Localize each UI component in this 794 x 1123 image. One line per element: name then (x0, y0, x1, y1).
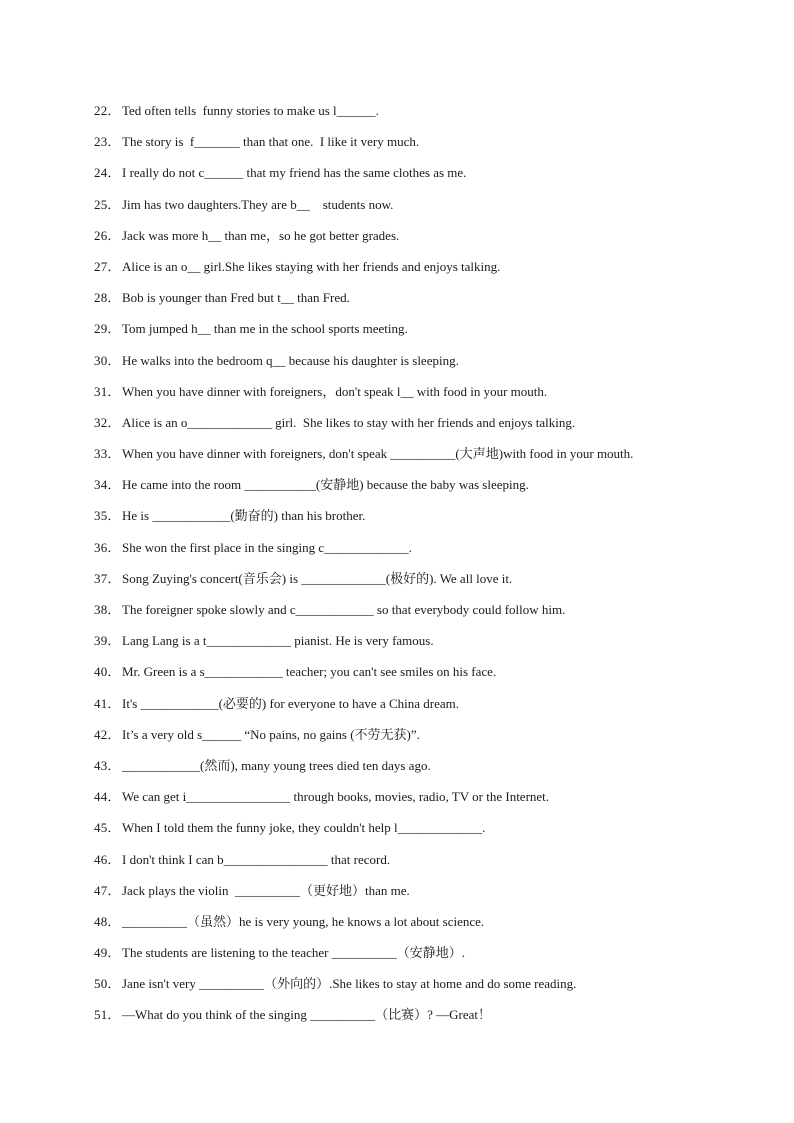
question-text: The story is f_______ than that one. I like it very much. (122, 134, 420, 150)
question-text: When you have dinner with foreigners，don't speak l__ with food in your mouth. (122, 383, 548, 399)
question-item (94, 444, 754, 475)
question-number: 38． (94, 602, 121, 617)
question-number: 42． (94, 726, 121, 742)
question-number: 39． (94, 633, 121, 649)
question-number: 46． (94, 851, 121, 867)
question-item (94, 319, 754, 350)
question-number: 40． (94, 664, 121, 680)
question-item (94, 413, 754, 444)
question-text: Alice is an o__ girl.She likes staying with her friends and enjoys talking. (122, 258, 501, 274)
question-item (94, 943, 754, 974)
question-item (94, 195, 754, 226)
question-item (94, 506, 754, 537)
question-item (94, 850, 754, 881)
question-item (94, 1005, 754, 1036)
question-item (94, 787, 754, 818)
question-number: 37． (94, 570, 121, 586)
question-number: 47． (94, 882, 121, 898)
question-text: Bob is younger than Fred but t__ than Fred. (122, 290, 350, 306)
question-item (94, 818, 754, 849)
question-number: 26． (94, 227, 121, 243)
question-text: Song Zuying's concert(音乐会) is _____________(极好的). We all love it. (122, 570, 513, 586)
question-number: 44． (94, 789, 121, 805)
question-text: We can get i________________ through books, movies, radio, TV or the Internet. (122, 789, 550, 805)
question-number: 27． (94, 258, 121, 274)
question-item (94, 257, 754, 288)
question-item (94, 538, 754, 569)
question-number: 33． (94, 446, 121, 462)
question-text: The foreigner spoke slowly and c____________ so that everybody could follow him. (122, 602, 566, 617)
question-number: 24． (94, 165, 121, 181)
question-item (94, 475, 754, 506)
question-number: 31． (94, 383, 121, 399)
question-text: Jack was more h__ than me，so he got better grades. (122, 227, 400, 243)
question-text: I don't think I can b________________ that record. (122, 851, 391, 867)
question-text: The students are listening to the teacher __________（安静地）. (122, 945, 465, 961)
question-text: Alice is an o_____________ girl. She likes to stay with her friends and enjoys talking. (122, 414, 576, 430)
question-text: When I told them the funny joke, they couldn't help l_____________. (122, 820, 486, 836)
question-number: 23． (94, 134, 121, 150)
question-item (94, 725, 754, 756)
question-item (94, 974, 754, 1005)
question-item (94, 912, 754, 943)
question-text: Jim has two daughters.They are b__ students now. (122, 196, 394, 212)
question-text: Lang Lang is a t_____________ pianist. He is very famous. (122, 633, 434, 649)
question-item (94, 662, 754, 693)
question-text: When you have dinner with foreigners, don't speak __________(大声地)with food in your mouth. (122, 446, 634, 462)
question-item (94, 101, 754, 132)
question-item (94, 163, 754, 194)
question-text: Jack plays the violin __________（更好地）than me. (122, 882, 410, 898)
question-text: It’s a very old s______ “No pains, no gains (不劳无获)”. (122, 726, 420, 742)
question-item (94, 631, 754, 662)
question-item (94, 351, 754, 382)
question-text: Jane isn't very __________（外向的）.She likes to stay at home and do some reading. (122, 976, 577, 992)
question-number: 34． (94, 477, 121, 493)
question-number: 48． (94, 913, 121, 929)
question-item (94, 600, 754, 631)
question-text: He came into the room ___________(安静地) because the baby was sleeping. (122, 477, 529, 493)
question-text: I really do not c______ that my friend has the same clothes as me. (122, 165, 467, 181)
question-text: He is ____________(勤奋的) than his brother. (122, 508, 366, 524)
question-text: He walks into the bedroom q__ because his daughter is sleeping. (122, 352, 459, 368)
question-text: __________（虽然）he is very young, he knows a lot about science. (122, 913, 485, 929)
question-number: 45． (94, 820, 121, 836)
question-number: 32． (94, 414, 121, 430)
question-number: 30． (94, 352, 121, 368)
question-number: 22． (94, 103, 121, 118)
question-number: 51． (94, 1007, 121, 1023)
question-item (94, 694, 754, 725)
question-item (94, 226, 754, 257)
question-text: Tom jumped h__ than me in the school sports meeting. (122, 321, 408, 337)
question-number: 49． (94, 945, 121, 961)
question-number: 28． (94, 290, 121, 306)
question-text: Mr. Green is a s____________ teacher; you can't see smiles on his face. (122, 664, 497, 680)
question-number: 35． (94, 508, 121, 524)
question-number: 25． (94, 196, 121, 212)
question-number: 29． (94, 321, 121, 337)
question-text: —What do you think of the singing __________（比赛）? —Great！ (122, 1007, 492, 1023)
question-item (94, 382, 754, 413)
question-item (94, 288, 754, 319)
question-text: It's ____________(必要的) for everyone to have a China dream. (122, 695, 460, 711)
question-number: 43． (94, 757, 121, 773)
question-item (94, 569, 754, 600)
question-text: Ted often tells funny stories to make us l______. (122, 103, 379, 118)
question-number: 36． (94, 539, 121, 555)
question-text: She won the first place in the singing c_____________. (122, 539, 412, 555)
question-number: 41． (94, 695, 121, 711)
question-list (94, 101, 754, 1037)
question-item (94, 756, 754, 787)
question-item (94, 881, 754, 912)
question-item (94, 132, 754, 163)
question-number: 50． (94, 976, 121, 992)
question-text: ____________(然而), many young trees died ten days ago. (122, 757, 431, 773)
